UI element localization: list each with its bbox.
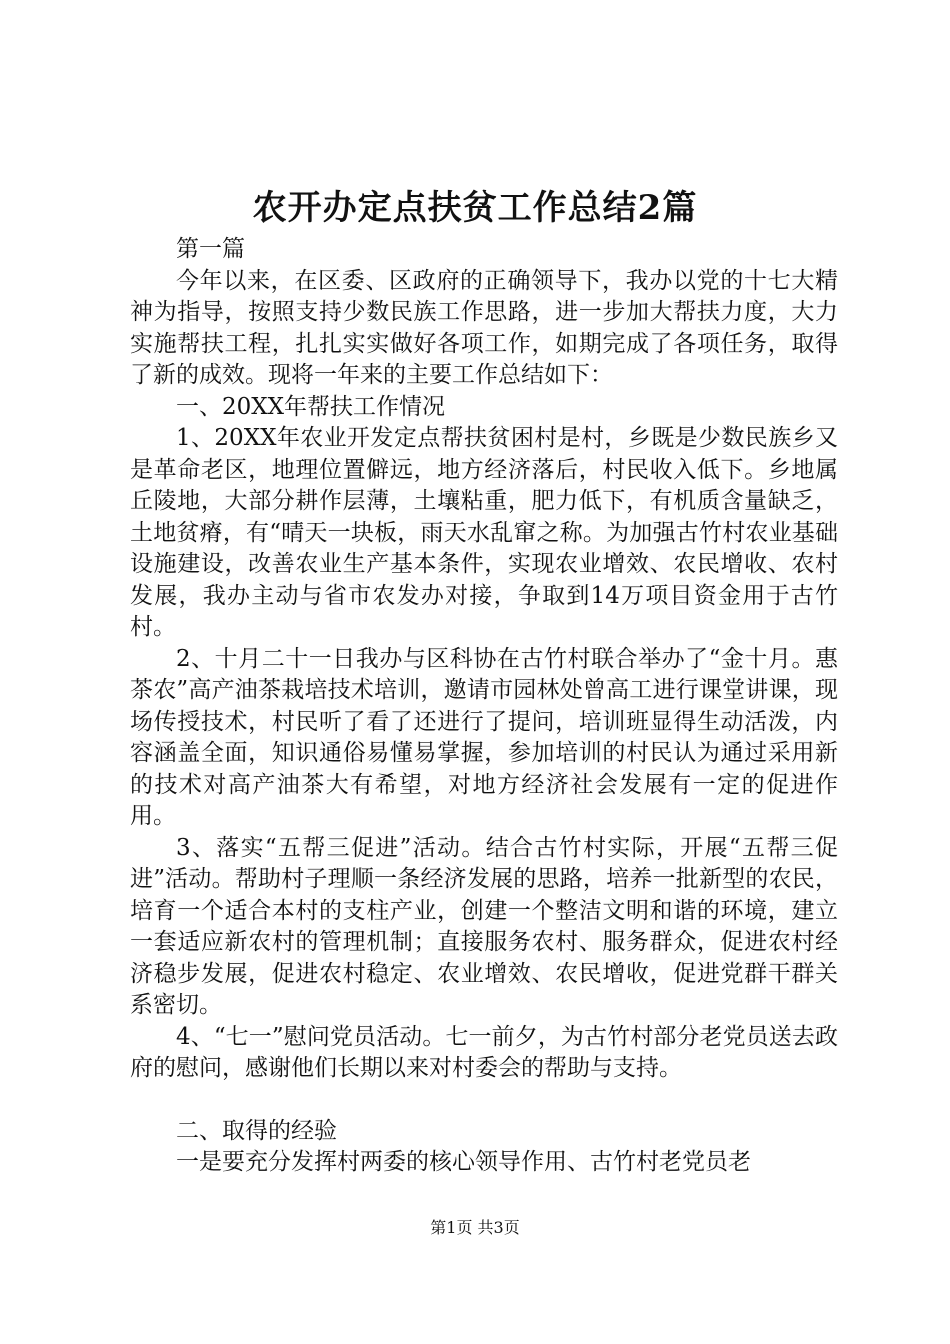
paragraph-experience-1: 一是要充分发挥村两委的核心领导作用、古竹村老党员老 xyxy=(176,1149,751,1175)
section-heading-part-one: 第一篇 xyxy=(176,236,245,262)
paragraph-item-4: 4、“七一”慰问党员活动。七一前夕，为古竹村部分老党员送去政府的慰问，感谢他们长期以来对村委会的帮助与支持。 xyxy=(130,1023,838,1081)
paragraph-item-3: 3、落实“五帮三促进”活动。结合古竹村实际，开展“五帮三促进”活动。帮助村子理顺一条经济发展的思路，培养一批新型的农民，培育一个适合本村的支柱产业，创建一个整洁文明和谐的环境，建立一套适应新农村的管理机制；直接服务农村、服务群众，促进农村经济稳步发展，促进农村稳定、农业增效、农民增收，促进党群干群关系密切。 xyxy=(130,834,838,1018)
section-heading-experience: 二、取得的经验 xyxy=(176,1117,337,1144)
page-footer: 第1页 共3页 xyxy=(430,1218,520,1237)
paragraph-intro: 今年以来，在区委、区政府的正确领导下，我办以党的十七大精神为指导，按照支持少数民族工作思路，进一步加大帮扶力度，大力实施帮扶工程，扎扎实实做好各项工作，如期完成了各项任务，取得了新的成效。现将一年来的主要工作总结如下： xyxy=(130,267,838,388)
paragraph-item-1: 1、20XX年农业开发定点帮扶贫困村是村，乡既是少数民族乡又是革命老区，地理位置僻远，地方经济落后，村民收入低下。乡地属丘陵地，大部分耕作层薄，土壤粘重，肥力低下，有机质含量缺乏，土地贫瘠，有“晴天一块板，雨天水乱窜之称。为加强古竹村农业基础设施建设，改善农业生产基本条件，实现农业增效、农民增收、农村发展，我办主动与省市农发办对接，争取到14万项目资金用于古竹村。 xyxy=(130,425,838,640)
section-heading-help-work: 一、20XX年帮扶工作情况 xyxy=(176,393,446,420)
paragraph-item-2: 2、十月二十一日我办与区科协在古竹村联合举办了“金十月。惠茶农”高产油茶栽培技术培训，邀请市园林处曾高工进行课堂讲课，现场传授技术，村民听了看了还进行了提问，培训班显得生动活泼，内容涵盖全面，知识通俗易懂易掌握，参加培训的村民认为通过采用新的技术对高产油茶大有希望，对地方经济社会发展有一定的促进作用。 xyxy=(130,645,838,829)
document-title: 农开办定点扶贫工作总结2篇 xyxy=(252,188,698,228)
document-body xyxy=(130,234,838,1179)
